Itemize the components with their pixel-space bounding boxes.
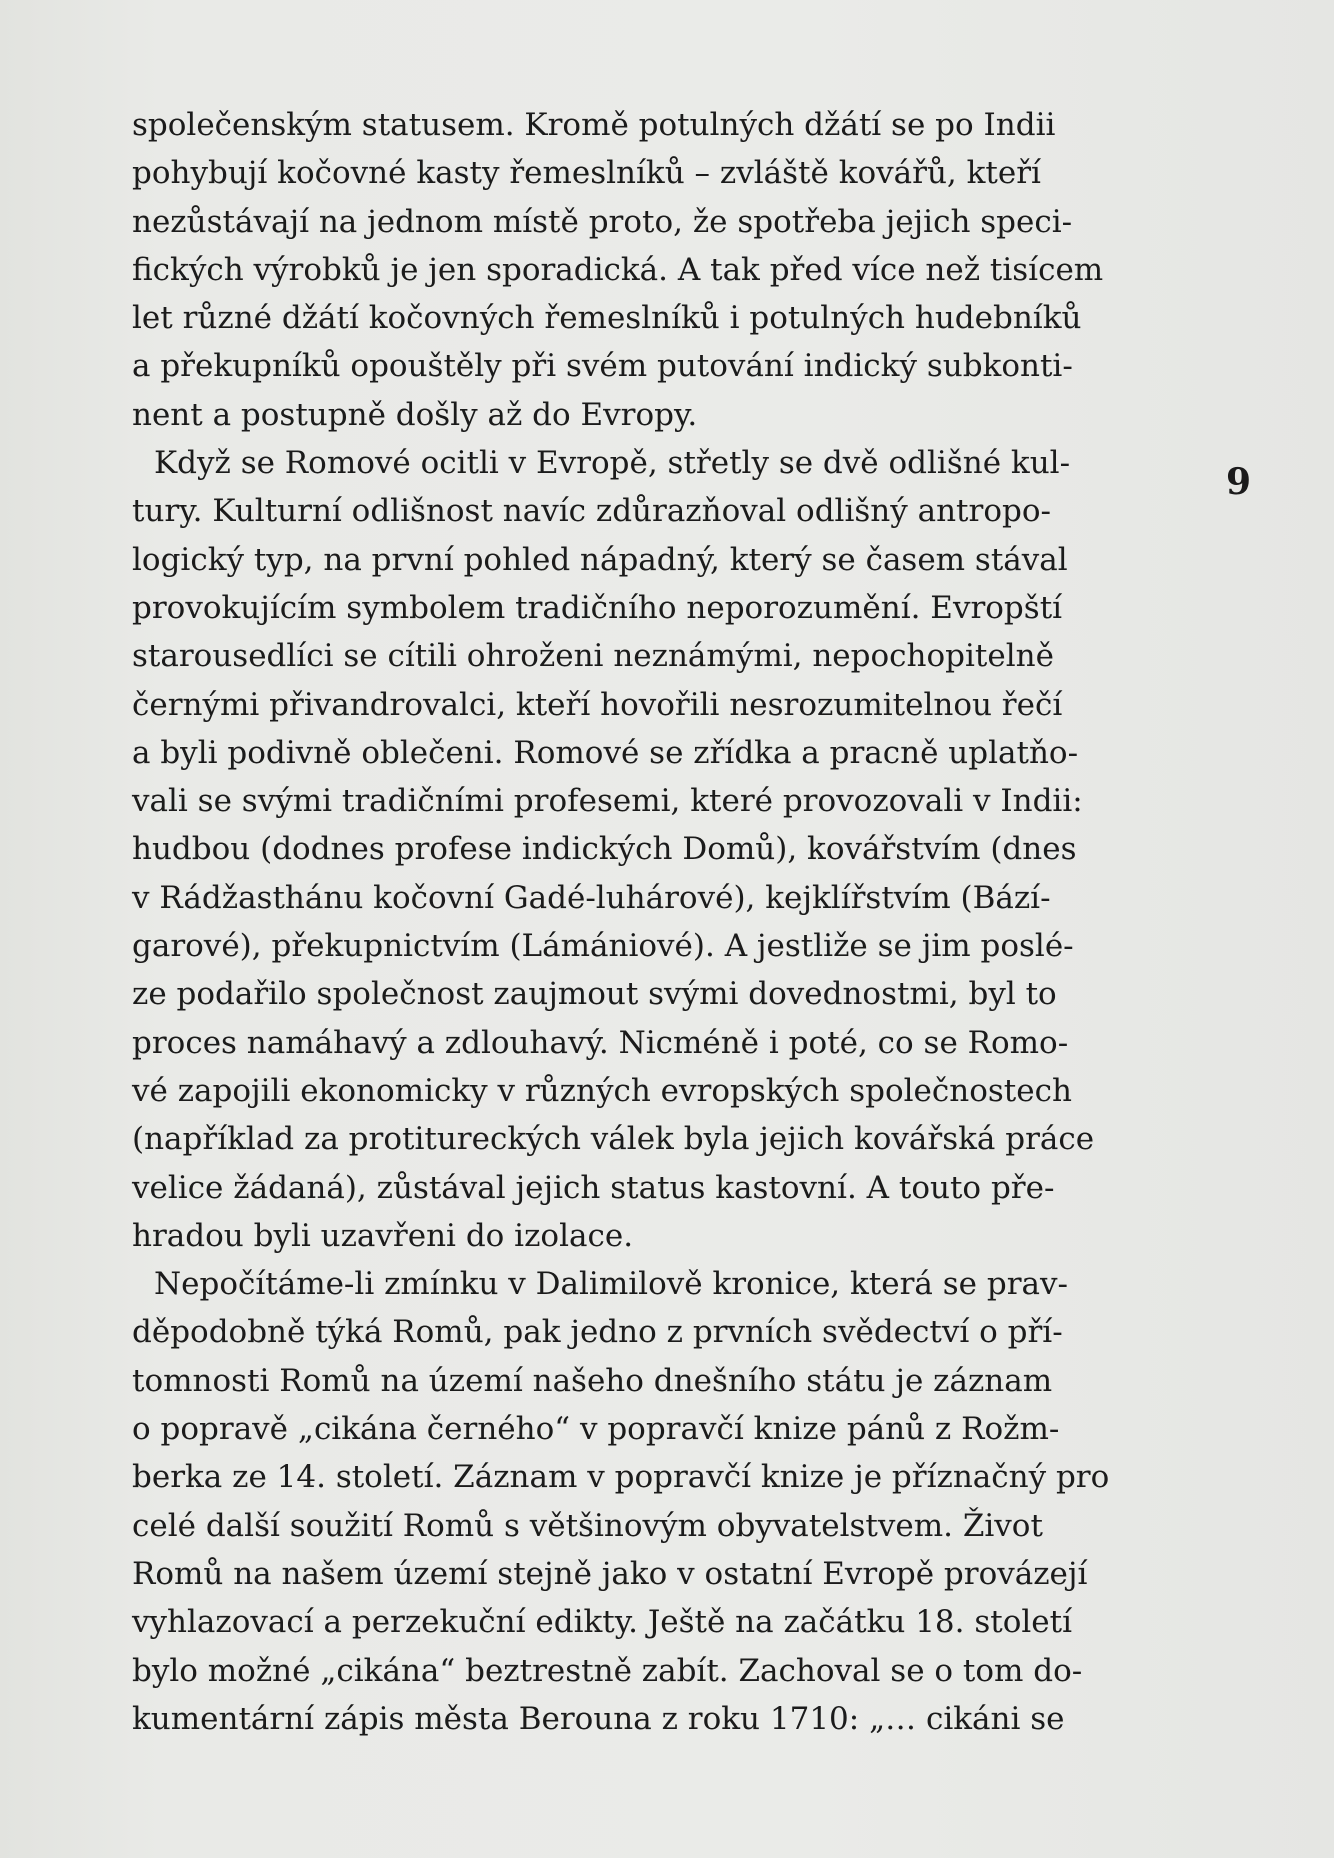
text-line: (například za protitureckých válek byla jejich kovářská práce [132,1121,1095,1158]
text-line: let různé džátí kočovných řemeslníků i potulných hudebníků [132,300,1082,337]
text-line: pohybují kočovné kasty řemeslníků – zvláště kovářů, kteří [132,155,1041,192]
text-line: v Rádžasthánu kočovní Gadé-luhárové), kejklířstvím (Bází- [132,879,1051,916]
text-line: berka ze 14. století. Záznam v popravčí knize je příznačný pro [132,1459,1110,1496]
text-line: garové), překupnictvím (Lámániové). A jestliže se jim poslé- [132,928,1074,965]
text-line: starousedlíci se cítili ohroženi neznámými, nepochopitelně [132,638,1054,675]
text-line: hradou byli uzavřeni do izolace. [132,1217,634,1254]
text-line: společenským statusem. Kromě potulných džátí se po Indii [132,107,1056,143]
text-line: černými přivandrovalci, kteří hovořili nesrozumitelnou řečí [132,686,1063,723]
text-line: vali se svými tradičními profesemi, které provozovali v Indii: [132,783,1083,820]
text-line: vé zapojili ekonomicky v různých evropských společnostech [132,1072,1072,1109]
text-line: nezůstávají na jednom místě proto, že spotřeba jejich speci- [132,203,1073,240]
text-line: tury. Kulturní odlišnost navíc zdůrazňoval odlišný antropo- [132,493,1051,530]
text-line: bylo možné „cikána“ beztrestně zabít. Zachoval se o tom do- [132,1652,1083,1689]
text-line: proces namáhavý a zdlouhavý. Nicméně i poté, co se Romo- [132,1024,1069,1061]
text-line: fických výrobků je jen sporadická. A tak před více než tisícem [132,251,1104,288]
text-line: tomnosti Romů na území našeho dnešního státu je záznam [132,1362,1053,1399]
text-line: velice žádaná), zůstával jejich status kastovní. A touto pře- [132,1169,1055,1206]
text-line: ze podařilo společnost zaujmout svými dovednostmi, byl to [132,976,1057,1013]
text-line: nent a postupně došly až do Evropy. [132,396,698,433]
text-line: Romů na našem území stejně jako v ostatní Evropě provázejí [132,1555,1088,1592]
text-line: a byli podivně oblečeni. Romové se zřídka a pracně uplatňo- [132,734,1079,771]
text-line: logický typ, na první pohled nápadný, který se časem stával [132,541,1068,578]
text-line: vyhlazovací a perzekuční edikty. Ještě na začátku 18. století [132,1604,1073,1641]
page-number: 9 [1226,461,1252,503]
text-line: hudbou (dodnes profese indických Domů), kovářstvím (dnes [132,831,1077,868]
text-line: a překupníků opouštěly při svém putování indický subkonti- [132,348,1073,385]
text-line: Když se Romové ocitli v Evropě, střetly se dvě odlišné kul- [154,445,1071,482]
text-line: o popravě „cikána černého“ v popravčí knize pánů z Rožm- [132,1411,1060,1448]
text-line: kumentární zápis města Berouna z roku 1710: „… cikáni se [132,1700,1065,1737]
text-line: děpodobně týká Romů, pak jedno z prvních svědectví o pří- [132,1314,1063,1351]
text-line: Nepočítáme-li zmínku v Dalimilově kronice, která se prav- [154,1266,1068,1303]
text-line: celé další soužití Romů s většinovým obyvatelstvem. Život [132,1507,1043,1544]
body-text [132,101,1152,1743]
text-line: provokujícím symbolem tradičního neporozumění. Evropští [132,589,1063,626]
